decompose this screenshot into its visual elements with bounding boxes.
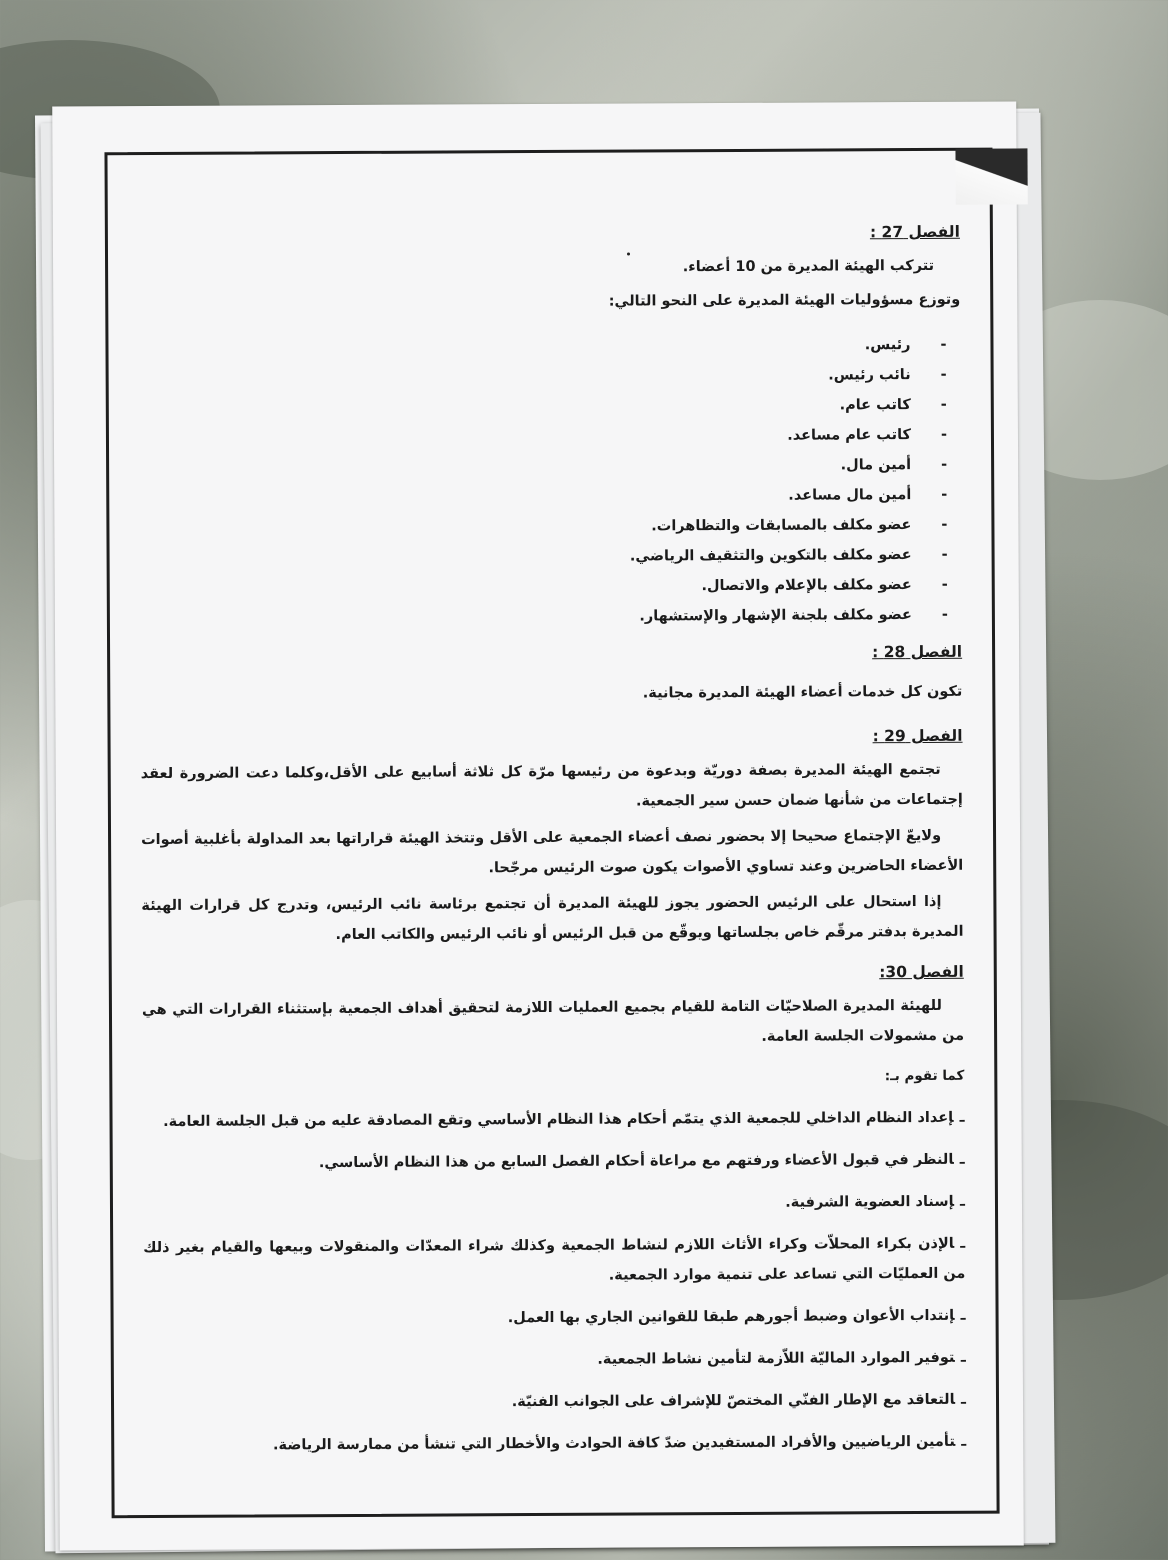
- article-27-heading: الفصل 27 :: [869, 222, 960, 242]
- article-27-line-1: تتركب الهيئة المديرة من 10 أعضاء.: [682, 257, 935, 276]
- article-30-intro: كما تقوم بـ:: [884, 1067, 965, 1085]
- document-content: [138, 211, 967, 1473]
- duty-item: ـالنظر في قبول الأعضاء ورفتهم مع مراعاة أحكام الفصل السابع من هذا النظام الأساسي.: [318, 1151, 965, 1172]
- folded-corner: [955, 148, 1027, 204]
- duty-item: ـتأمين الرياضيين والأفراد المستفيدين ضدّ كافة الحوادث والأخطار التي تنشأ من ممارسة الرياضة.: [272, 1433, 967, 1454]
- duty-item: ـإنتداب الأعوان وضبط أجورهم طبقا للقوانين الجاري بها العمل.: [507, 1307, 966, 1327]
- role-item: - رئيس.: [138, 333, 952, 361]
- role-item: - أمين مال مساعد.: [139, 483, 953, 511]
- article-29-paragraph-2: ولايعّ الإجتماع صحيحا إلا بحضور نصف أعضاء الجمعية على الأقل وتتخذ الهيئة قراراتها بعد المداولة بأغلبية أصوات الأعضاء الحاضرين وعند تساوي الأصوات يكون صوت الرئيس مرجّحا.: [141, 827, 964, 877]
- article-29-paragraph-1: تجتمع الهيئة المديرة بصفة دوريّة وبدعوة من رئيسها مرّة كل ثلاثة أسابيع على الأقل،وكلما دعت الضرورة لعقد إجتماعات من شأنها ضمان حسن سير الجمعية.: [140, 761, 963, 810]
- duty-item: ـإسناد العضوية الشرفية.: [785, 1193, 966, 1211]
- role-item: - أمين مال.: [139, 453, 953, 481]
- duty-item: ـالتعاقد مع الإطار الفنّي المختصّ للإشراف على الجوانب الفنيّة.: [511, 1391, 967, 1411]
- duty-item: ـالإذن بكراء المحلاّت وكراء الأثاث اللازم لنشاط الجمعية وكذلك شراء المعدّات والمنقولات وبيعها والقيام بغير ذلك من العمليّات التي تساعد على تنمية موارد الجمعية.: [143, 1235, 966, 1284]
- article-30-heading: الفصل 30:: [879, 962, 964, 982]
- article-28-text: تكون كل خدمات أعضاء الهيئة المديرة مجانية.: [642, 683, 963, 702]
- role-item: - كاتب عام.: [139, 393, 953, 421]
- role-item: - عضو مكلف بالمسابقات والتظاهرات.: [139, 513, 953, 541]
- duty-item: ـتوفير الموارد الماليّة اللاّزمة لتأمين نشاط الجمعية.: [597, 1349, 966, 1368]
- article-30-paragraph-1: للهيئة المديرة الصلاحيّات التامة للقيام بجميع العمليات اللازمة لتحقيق أهداف الجمعية بإستثناء القرارات التي هي من مشمولات الجلسة العامة.: [141, 997, 965, 1045]
- article-29-heading: الفصل 29 :: [872, 726, 963, 746]
- article-29-paragraph-3: إذا استحال على الرئيس الحضور يجوز للهيئة المديرة أن تجتمع برئاسة نائب الرئيس، وتدرج كل قرارات الهيئة المديرة بدفتر مرقّم خاص بجلساتها ويوقّع من قبل الرئيس أو نائب الرئيس والكاتب العام.: [141, 893, 964, 944]
- roles-list: [138, 333, 962, 631]
- article-27-line-2: وتوزع مسؤوليات الهيئة المديرة على النحو التالي:: [608, 291, 961, 310]
- document-page: [52, 101, 1024, 1550]
- duty-item: ـإعداد النظام الداخلي للجمعية الذي يتمّم أحكام هذا النظام الأساسي وتقع المصادقة عليه من قبل الجلسة العامة.: [163, 1109, 965, 1130]
- role-item: - عضو مكلف بالتكوين والتثقيف الرياضي.: [140, 543, 954, 571]
- article-28-heading: الفصل 28 :: [872, 642, 963, 662]
- role-item: - كاتب عام مساعد.: [139, 423, 953, 451]
- page-border: [104, 148, 999, 1519]
- role-item: - عضو مكلف بلجنة الإشهار والإستشهار.: [140, 603, 954, 631]
- role-item: - نائب رئيس.: [139, 363, 953, 391]
- role-item: - عضو مكلف بالإعلام والاتصال.: [140, 573, 954, 601]
